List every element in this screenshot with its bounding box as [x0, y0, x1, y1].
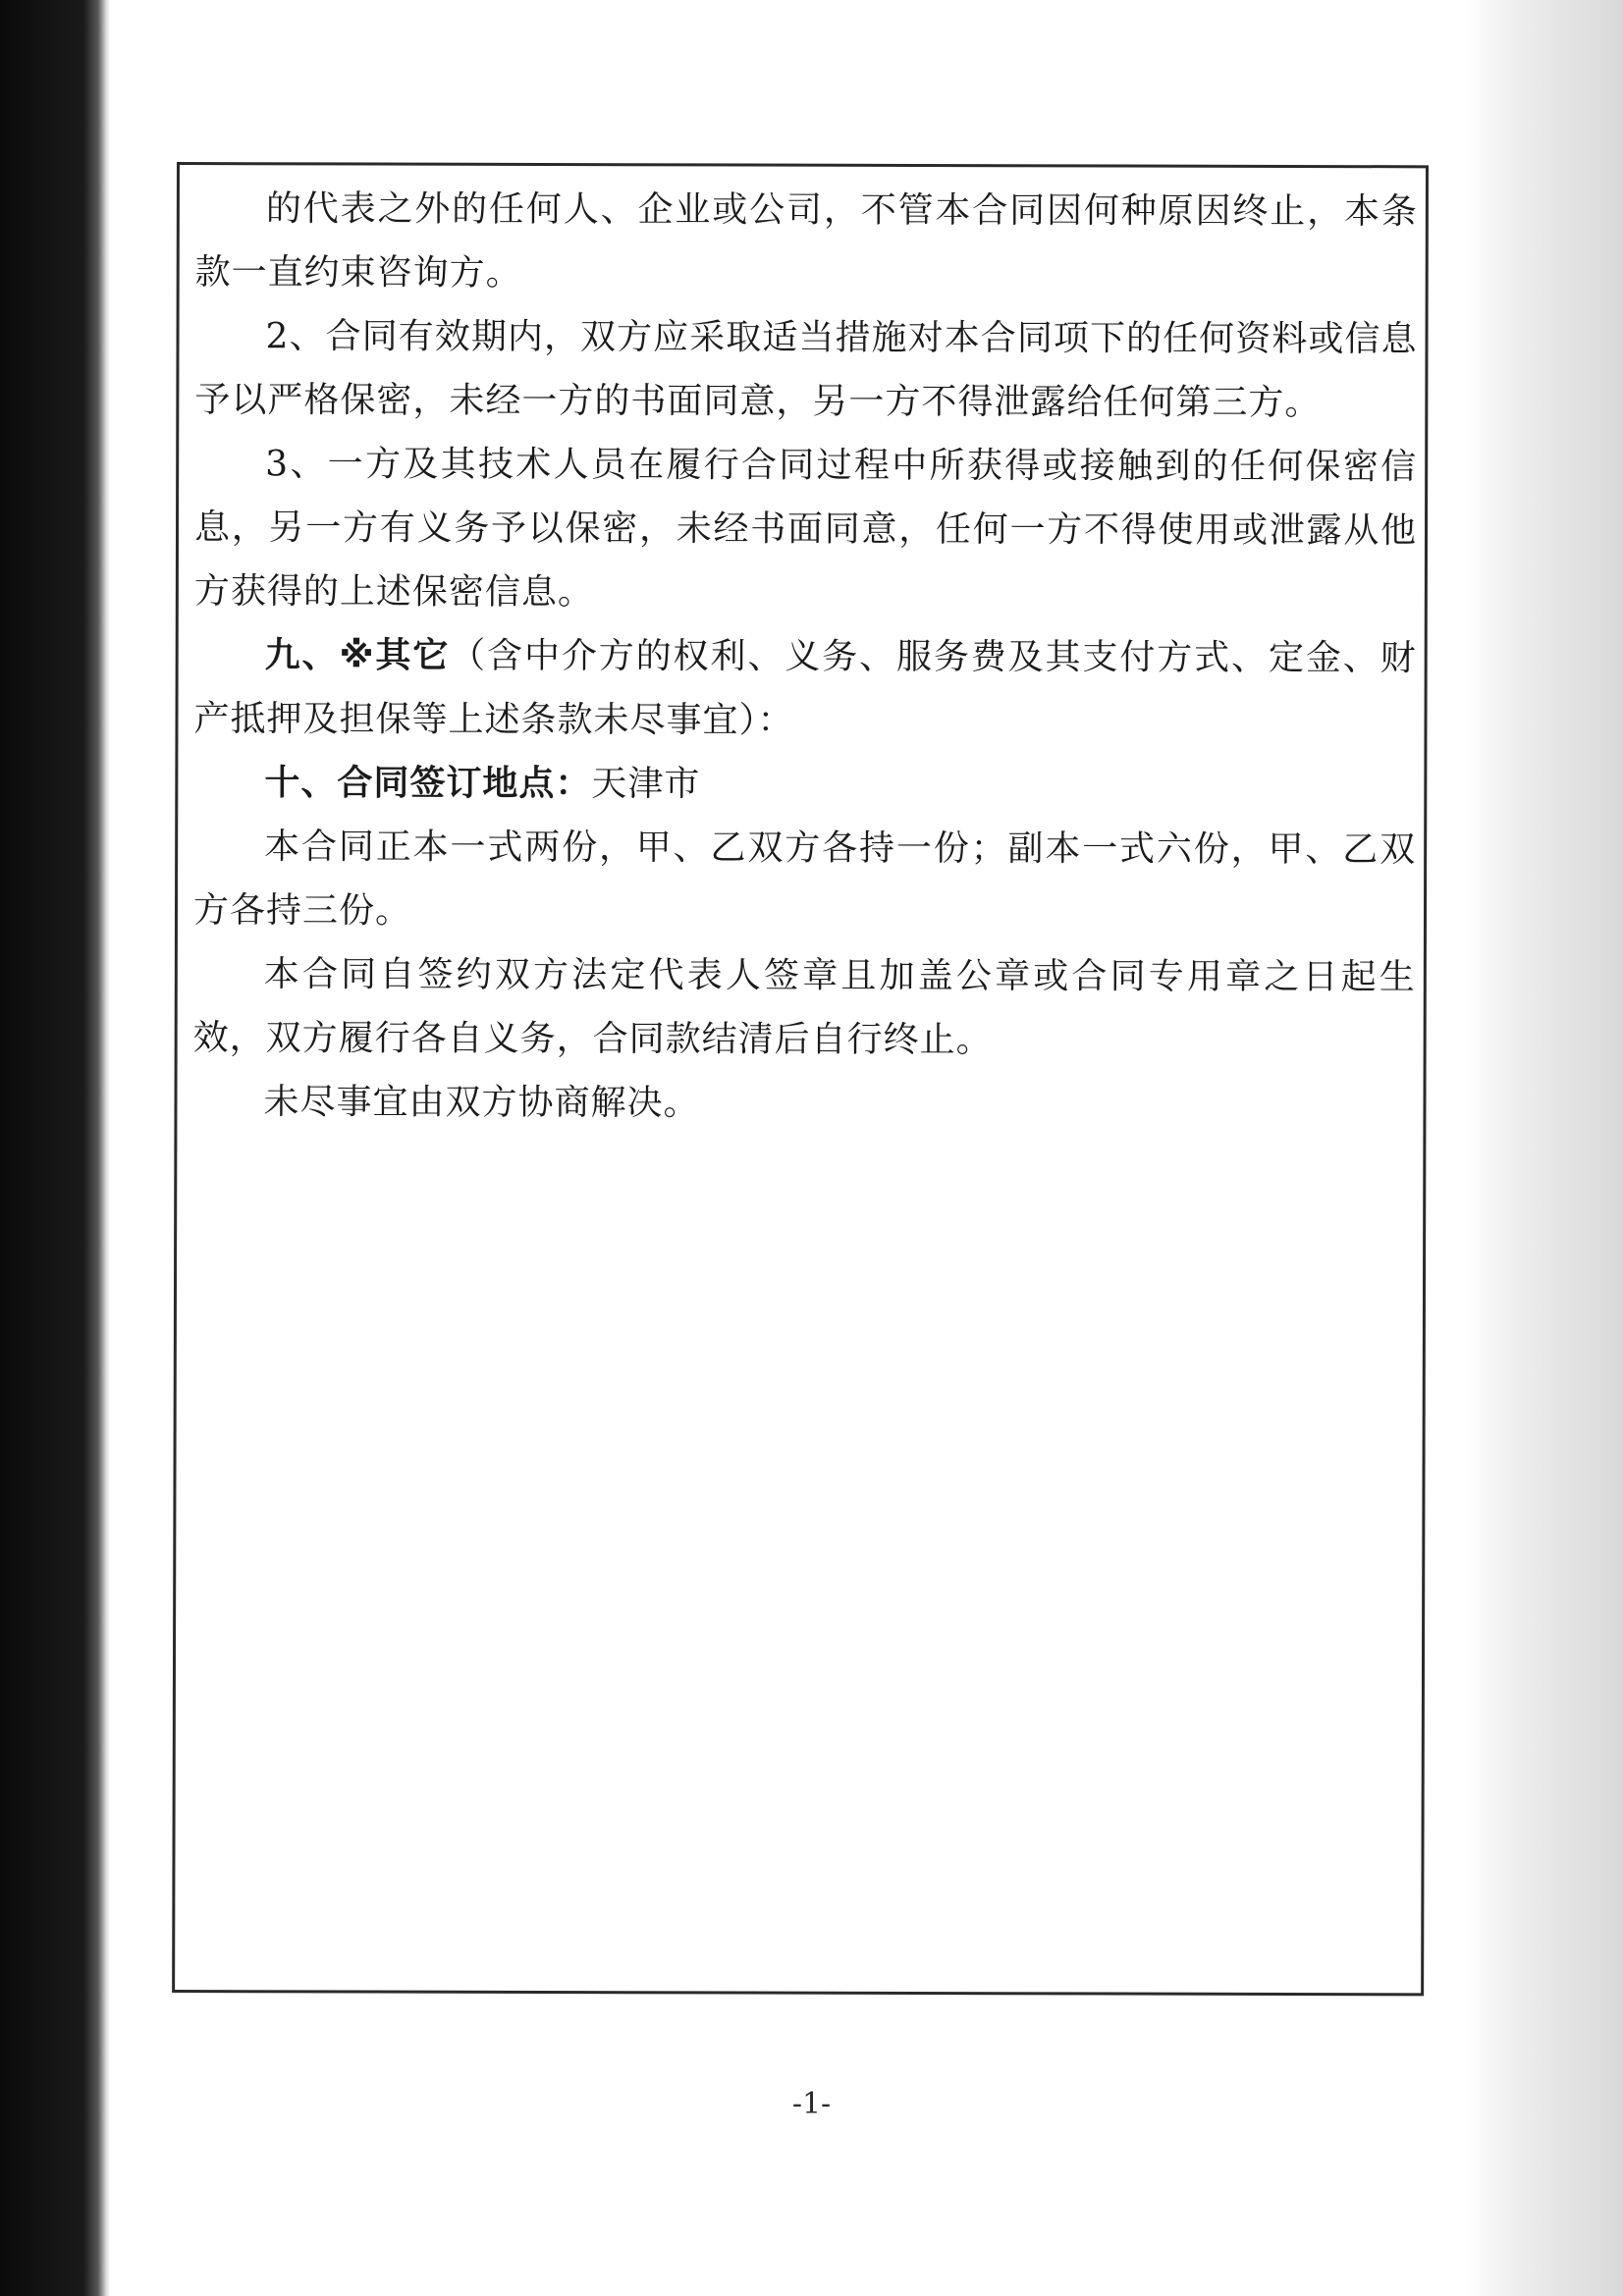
paragraph-clause-2: 2、合同有效期内，双方应采取适当措施对本合同项下的任何资料或信息予以严格保密，未经一方的书面同意，另一方不得泄露给任何第三方。: [194, 316, 1418, 424]
page-number: -1-: [791, 2087, 832, 2121]
paragraph-unresolved: 未尽事宜由双方协商解决。: [263, 1082, 700, 1124]
scan-shadow-right: [1466, 0, 1623, 2296]
paragraph-effective: 本合同自签约双方法定代表人签章且加盖公章或合同专用章之日起生效，双方履行各自义务，合同款结清后自行终止。: [192, 954, 1416, 1061]
contract-body: [192, 177, 1418, 1137]
paragraph-copies: 本合同正本一式两份，甲、乙双方各持一份；副本一式六份，甲、乙双方各持三份。: [192, 827, 1417, 932]
paragraph-clause-3: 3、一方及其技术人员在履行合同过程中所获得或接触到的任何保密信息，另一方有义务予以保密，未经书面同意，任何一方不得使用或泄露从他方获得的上述保密信息。: [193, 444, 1418, 614]
scan-shadow-left: [0, 0, 110, 2296]
paragraph-section-10: 十、合同签订地点：天津市: [264, 763, 701, 805]
section-heading: 九、※其它: [264, 635, 451, 676]
section-heading: 十、合同签订地点：: [264, 763, 592, 805]
contract-text-box: [172, 162, 1429, 1996]
paragraph-confidentiality-continued: 的代表之外的任何人、企业或公司，不管本合同因何种原因终止，本条款一直约束咨询方。: [194, 188, 1418, 294]
paragraph-section-9: 九、※其它（含中介方的权利、义务、服务费及其支付方式、定金、财产抵押及担保等上述条款未尽事宜）：: [193, 635, 1417, 741]
